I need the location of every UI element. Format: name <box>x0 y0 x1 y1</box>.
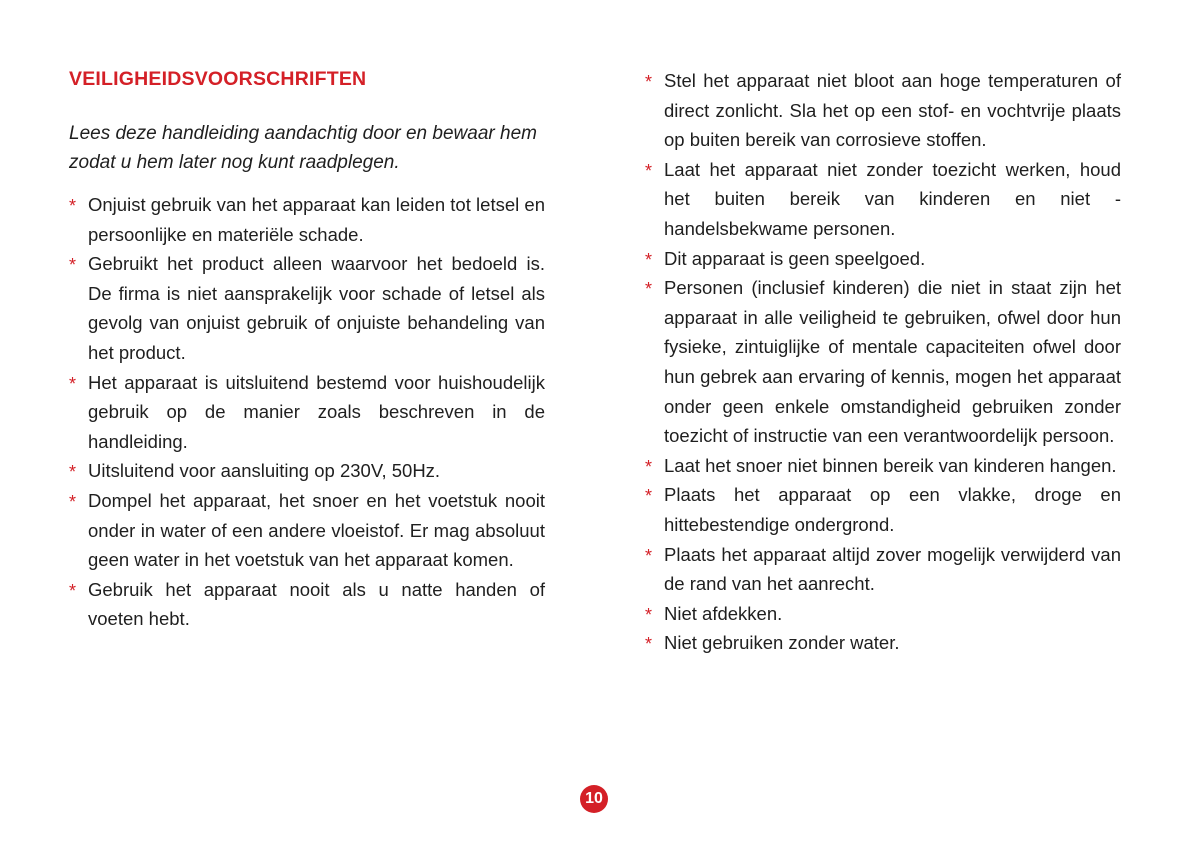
list-item-text: Stel het apparaat niet bloot aan hoge temperaturen of direct zonlicht. Sla het op een stof- en vochtvrije plaats op buiten bereik van corrosieve stoffen. <box>664 70 1121 151</box>
intro-text: Lees deze handleiding aandachtig door en bewaar hem zodat u hem later nog kunt raadplegen. <box>69 123 537 173</box>
bullet-icon: * <box>645 486 653 507</box>
right-safety-list <box>645 66 1121 658</box>
bullet-icon: * <box>645 279 653 300</box>
bullet-icon: * <box>645 545 653 566</box>
list-item <box>645 599 1121 629</box>
list-item-text: Plaats het apparaat altijd zover mogelijk verwijderd van de rand van het aanrecht. <box>664 543 1121 595</box>
bullet-icon: * <box>69 462 77 483</box>
list-item-text: Dompel het apparaat, het snoer en het voetstuk nooit onder in water of een andere vloeistof. Er mag absoluut geen water in het voetstuk van het apparaat komen. <box>88 489 545 571</box>
bullet-icon: * <box>645 249 653 270</box>
list-item-text: Plaats het apparaat op een vlakke, droge en hittebestendige ondergrond. <box>664 484 1121 535</box>
list-item-text: Niet gebruiken zonder water. <box>664 632 900 654</box>
list-item <box>645 540 1121 599</box>
list-item <box>69 456 545 486</box>
bullet-icon: * <box>645 72 653 92</box>
bullet-icon: * <box>69 196 77 216</box>
list-item <box>645 66 1121 155</box>
list-item-text: Uitsluitend voor aansluiting op 230V, 50Hz. <box>88 460 441 482</box>
list-item-text: Niet afdekken. <box>664 602 783 624</box>
list-item <box>645 273 1121 451</box>
list-item <box>69 486 545 575</box>
bullet-icon: * <box>69 373 77 394</box>
list-item-text: Laat het apparaat niet zonder toezicht werken, houd het buiten bereik van kinderen en niet -handelsbekwame personen. <box>664 158 1121 239</box>
list-item <box>645 451 1121 481</box>
list-item <box>645 244 1121 274</box>
page-number-badge: 10 <box>580 785 608 813</box>
list-item <box>69 249 545 367</box>
list-item <box>69 368 545 457</box>
left-safety-list <box>69 190 545 634</box>
list-item-text: Het apparaat is uitsluitend bestemd voor huishoudelijk gebruik op de manier zoals beschreven in de handleiding. <box>88 371 545 452</box>
list-item-text: Dit apparaat is geen speelgoed. <box>664 247 926 269</box>
bullet-icon: * <box>645 456 653 477</box>
list-item-text: Personen (inclusief kinderen) die niet in staat zijn het apparaat in alle veiligheid te gebruiken, ofwel door hun fysieke, zintuiglijke of mentale capaciteiten ofwel door hun gebrek aan ervaring of kennis, mogen het apparaat onder geen enkele omstandigheid gebruiken zonder toezicht of instructie van een verantwoordelijk persoon. <box>664 277 1121 447</box>
bullet-icon: * <box>69 580 77 601</box>
list-item <box>645 480 1121 539</box>
bullet-icon: * <box>645 634 653 655</box>
bullet-icon: * <box>69 491 77 512</box>
list-item-text: Onjuist gebruik van het apparaat kan leiden tot letsel en persoonlijke en materiële schade. <box>88 194 545 245</box>
bullet-icon: * <box>645 604 653 625</box>
list-item-text: Laat het snoer niet binnen bereik van kinderen hangen. <box>664 454 1117 476</box>
bullet-icon: * <box>645 160 653 181</box>
list-item <box>69 190 545 249</box>
list-item-text: Gebruik het apparaat nooit als u natte handen of voeten hebt. <box>88 578 545 630</box>
list-item-text: Gebruikt het product alleen waarvoor het bedoeld is. De firma is niet aansprakelijk voor schade of letsel als gevolg van onjuist gebruik of onjuiste behandeling van het product. <box>88 253 545 363</box>
list-item <box>645 155 1121 244</box>
list-item <box>69 575 545 634</box>
list-item <box>645 628 1121 658</box>
page-title: VEILIGHEIDSVOORSCHRIFTEN <box>69 68 367 90</box>
bullet-icon: * <box>69 255 77 276</box>
